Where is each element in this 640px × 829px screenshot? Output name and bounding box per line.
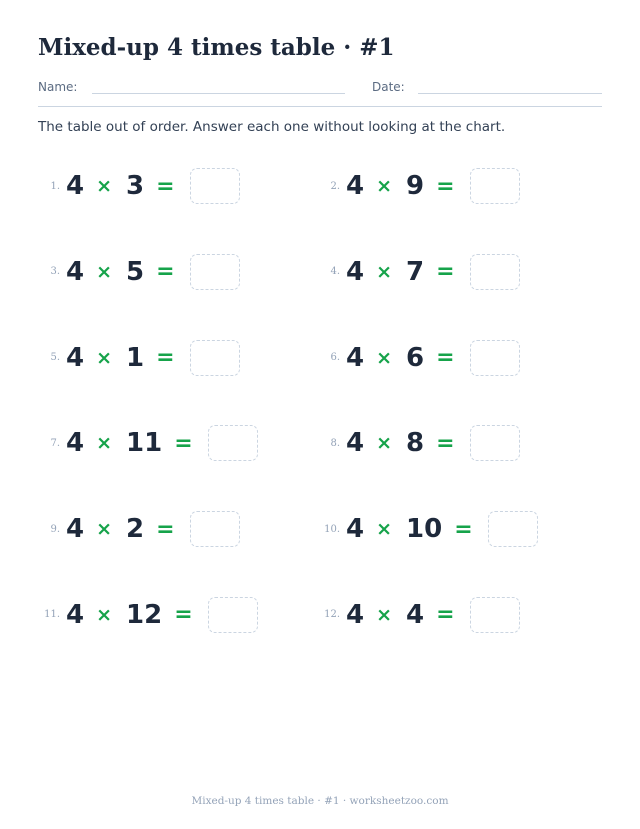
multiply-sign: × [96,175,113,197]
equals-sign: = [436,259,455,285]
problem-number: 1. [50,180,60,192]
problem-item [318,589,602,641]
factor-b: 12 [126,599,163,630]
problem-item [38,246,318,298]
factor-b: 5 [126,256,145,287]
multiply-sign: × [96,432,113,455]
problem-item [38,332,318,384]
answer-box[interactable] [190,511,240,547]
problem-grid [38,160,602,675]
equals-sign: = [436,345,455,371]
multiply-sign: × [376,175,393,197]
answer-box[interactable] [470,254,520,290]
factor-a: 4 [346,342,365,373]
problem-item [318,160,602,212]
factor-a: 4 [66,428,85,459]
problem-item [318,332,602,384]
factor-b: 7 [406,256,425,287]
worksheet-title: Mixed-up 4 times table · #1 [38,34,395,61]
factor-a: 4 [346,171,365,201]
answer-box[interactable] [488,511,538,547]
equals-sign: = [174,602,193,628]
problem-number: 7. [50,437,60,449]
problem-number: 10. [324,523,340,535]
equals-sign: = [156,345,175,371]
problem-number: 8. [330,437,340,449]
problem-number: 2. [330,180,340,192]
factor-b: 2 [126,514,145,545]
problem-item [38,589,318,641]
answer-box[interactable] [190,168,240,204]
multiply-sign: × [96,603,113,626]
factor-b: 8 [406,428,425,459]
problem-item [38,160,318,212]
problem-number: 4. [330,266,340,278]
factor-b: 9 [406,171,425,201]
equals-sign: = [156,173,175,199]
equals-sign: = [436,602,455,628]
problem-item [38,417,318,469]
multiply-sign: × [96,346,113,369]
problem-number: 12. [324,609,340,621]
factor-b: 1 [126,342,145,373]
header-divider [38,106,602,107]
problem-number: 5. [50,352,60,364]
problem-number: 3. [50,266,60,278]
answer-box[interactable] [470,425,520,461]
factor-a: 4 [346,514,365,545]
answer-box[interactable] [208,425,258,461]
multiply-sign: × [376,432,393,455]
equals-sign: = [436,430,455,456]
multiply-sign: × [376,260,393,283]
factor-b: 4 [406,599,425,630]
multiply-sign: × [96,518,113,541]
equals-sign: = [156,516,175,542]
factor-a: 4 [66,599,85,630]
equals-sign: = [156,259,175,285]
multiply-sign: × [376,603,393,626]
factor-a: 4 [346,256,365,287]
name-label: Name: [38,80,78,94]
answer-box[interactable] [470,168,520,204]
factor-a: 4 [66,171,85,201]
equals-sign: = [174,430,193,456]
equals-sign: = [436,173,455,199]
equals-sign: = [454,516,473,542]
factor-a: 4 [346,428,365,459]
answer-box[interactable] [190,254,240,290]
factor-b: 11 [126,428,163,459]
multiply-sign: × [376,346,393,369]
name-line [92,93,345,94]
factor-b: 10 [406,514,443,545]
instructions: The table out of order. Answer each one without looking at the chart. [38,119,506,135]
factor-b: 6 [406,342,425,373]
footer: Mixed-up 4 times table · #1 · worksheetzoo.com [191,795,449,807]
factor-a: 4 [66,256,85,287]
factor-a: 4 [66,342,85,373]
problem-item [38,503,318,555]
factor-a: 4 [66,514,85,545]
multiply-sign: × [376,518,393,541]
problem-item [318,246,602,298]
date-label: Date: [372,80,405,94]
multiply-sign: × [96,260,113,283]
factor-a: 4 [346,599,365,630]
factor-b: 3 [126,171,145,201]
problem-item [318,503,602,555]
problem-item [318,417,602,469]
answer-box[interactable] [190,340,240,376]
problem-number: 6. [330,352,340,364]
answer-box[interactable] [470,597,520,633]
answer-box[interactable] [208,597,258,633]
answer-box[interactable] [470,340,520,376]
date-line [418,93,602,94]
problem-number: 11. [44,609,60,621]
problem-number: 9. [50,523,60,535]
